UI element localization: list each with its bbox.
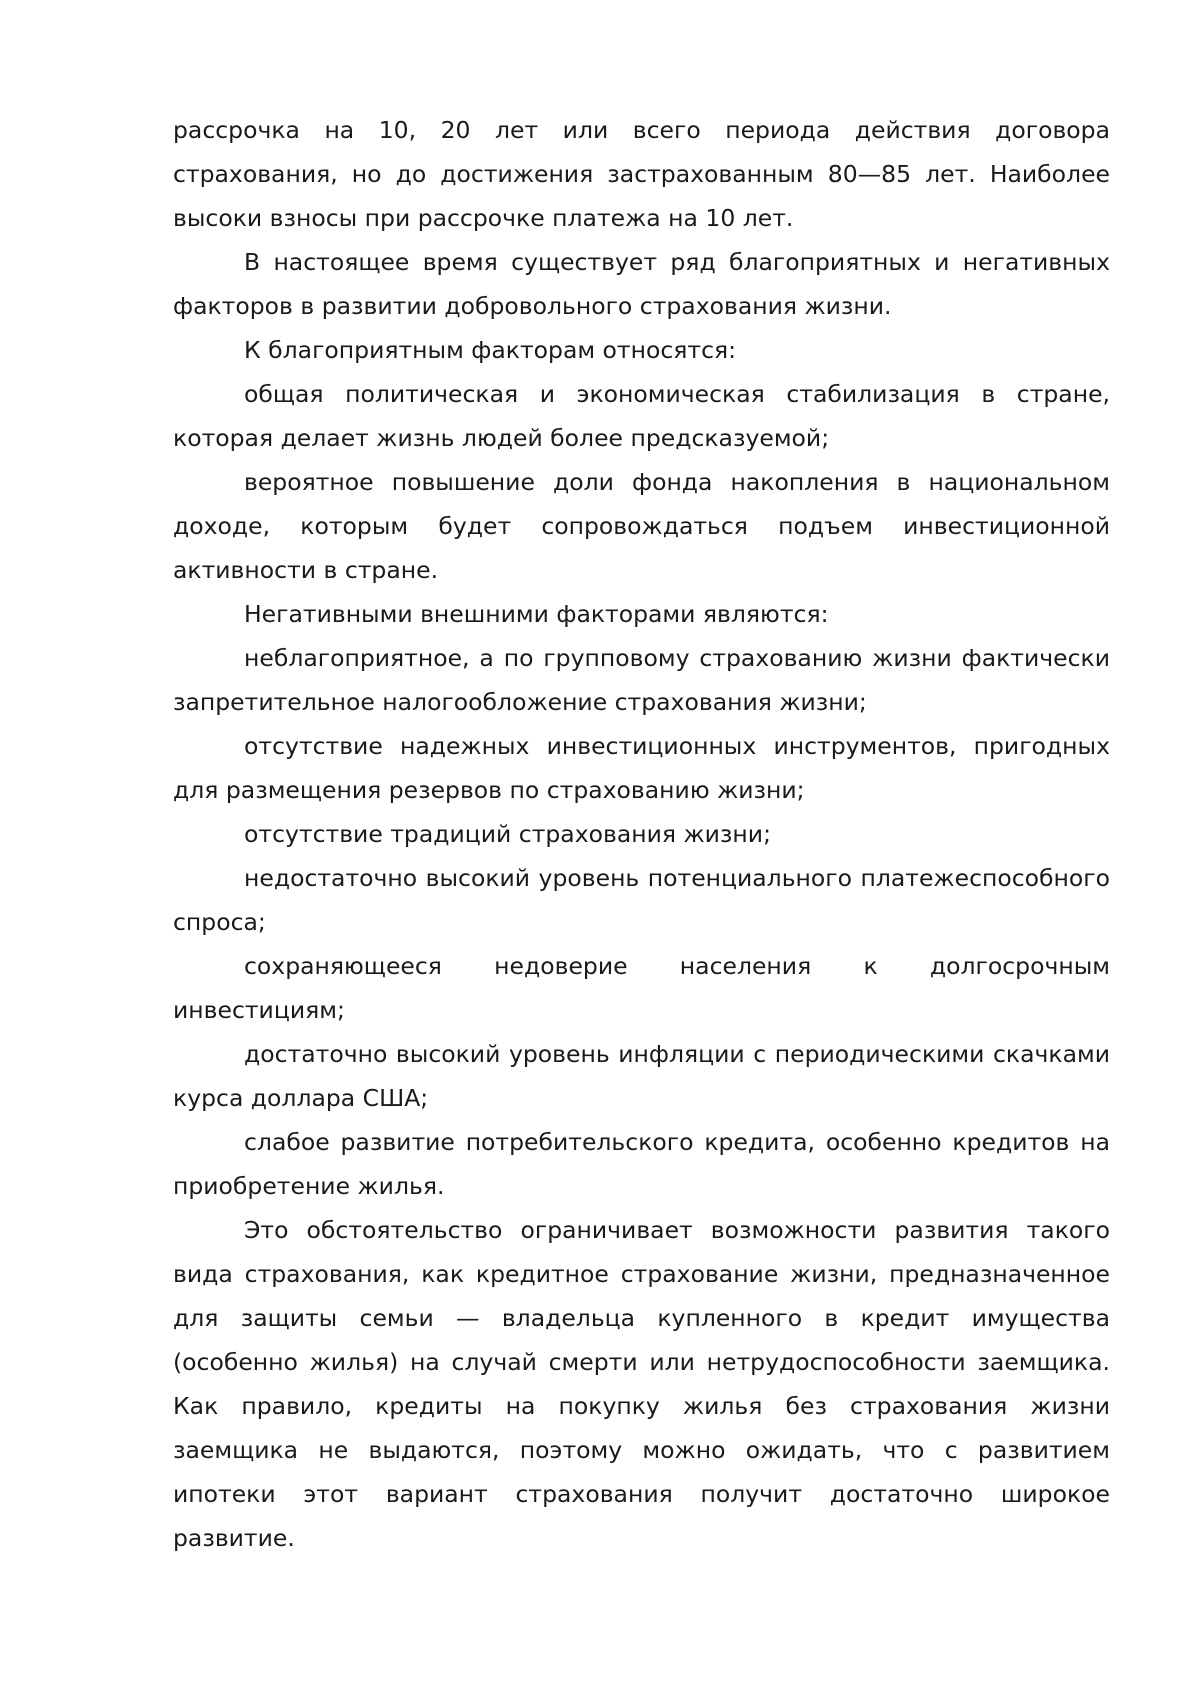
list-item: неблагоприятное, а по групповому страхованию жизни фактически запретительное налогообложение страхования жизни; [173,644,1110,716]
document-page [173,108,1110,1560]
list-item: сохраняющееся недоверие населения к долгосрочным инвестициям; [173,952,1110,1024]
paragraph: К благоприятным факторам относятся: [244,336,737,364]
list-item: отсутствие надежных инвестиционных инструментов, пригодных для размещения резервов по страхованию жизни; [173,732,1110,804]
list-item: общая политическая и экономическая стабилизация в стране, которая делает жизнь людей более предсказуемой; [173,380,1110,452]
paragraph: Негативными внешними факторами являются: [244,600,829,628]
list-item: отсутствие традиций страхования жизни; [244,820,771,848]
paragraph: Это обстоятельство ограничивает возможности развития такого вида страхования, как кредитное страхование жизни, предназначенное для защиты семьи — владельца купленного в кредит имущества (особенно жилья) на случай смерти или нетрудоспособности заемщика. Как правило, кредиты на покупку жилья без страхования жизни заемщика не выдаются, поэтому можно ожидать, что с развитием ипотеки этот вариант страхования получит достаточно широкое развитие. [173,1216,1110,1552]
list-item: недостаточно высокий уровень потенциального платежеспособного спроса; [173,864,1110,936]
paragraph: В настоящее время существует ряд благоприятных и негативных факторов в развитии добровольного страхования жизни. [173,248,1110,320]
list-item: достаточно высокий уровень инфляции с периодическими скачками курса доллара США; [173,1040,1110,1112]
paragraph: рассрочка на 10, 20 лет или всего периода действия договора страхования, но до достижения застрахованным 80—85 лет. Наиболее высоки взносы при рассрочке платежа на 10 лет. [173,116,1110,232]
list-item: слабое развитие потребительского кредита, особенно кредитов на приобретение жилья. [173,1128,1110,1200]
list-item: вероятное повышение доли фонда накопления в национальном доходе, которым будет сопровождаться подъем инвестиционной активности в стране. [173,468,1110,584]
